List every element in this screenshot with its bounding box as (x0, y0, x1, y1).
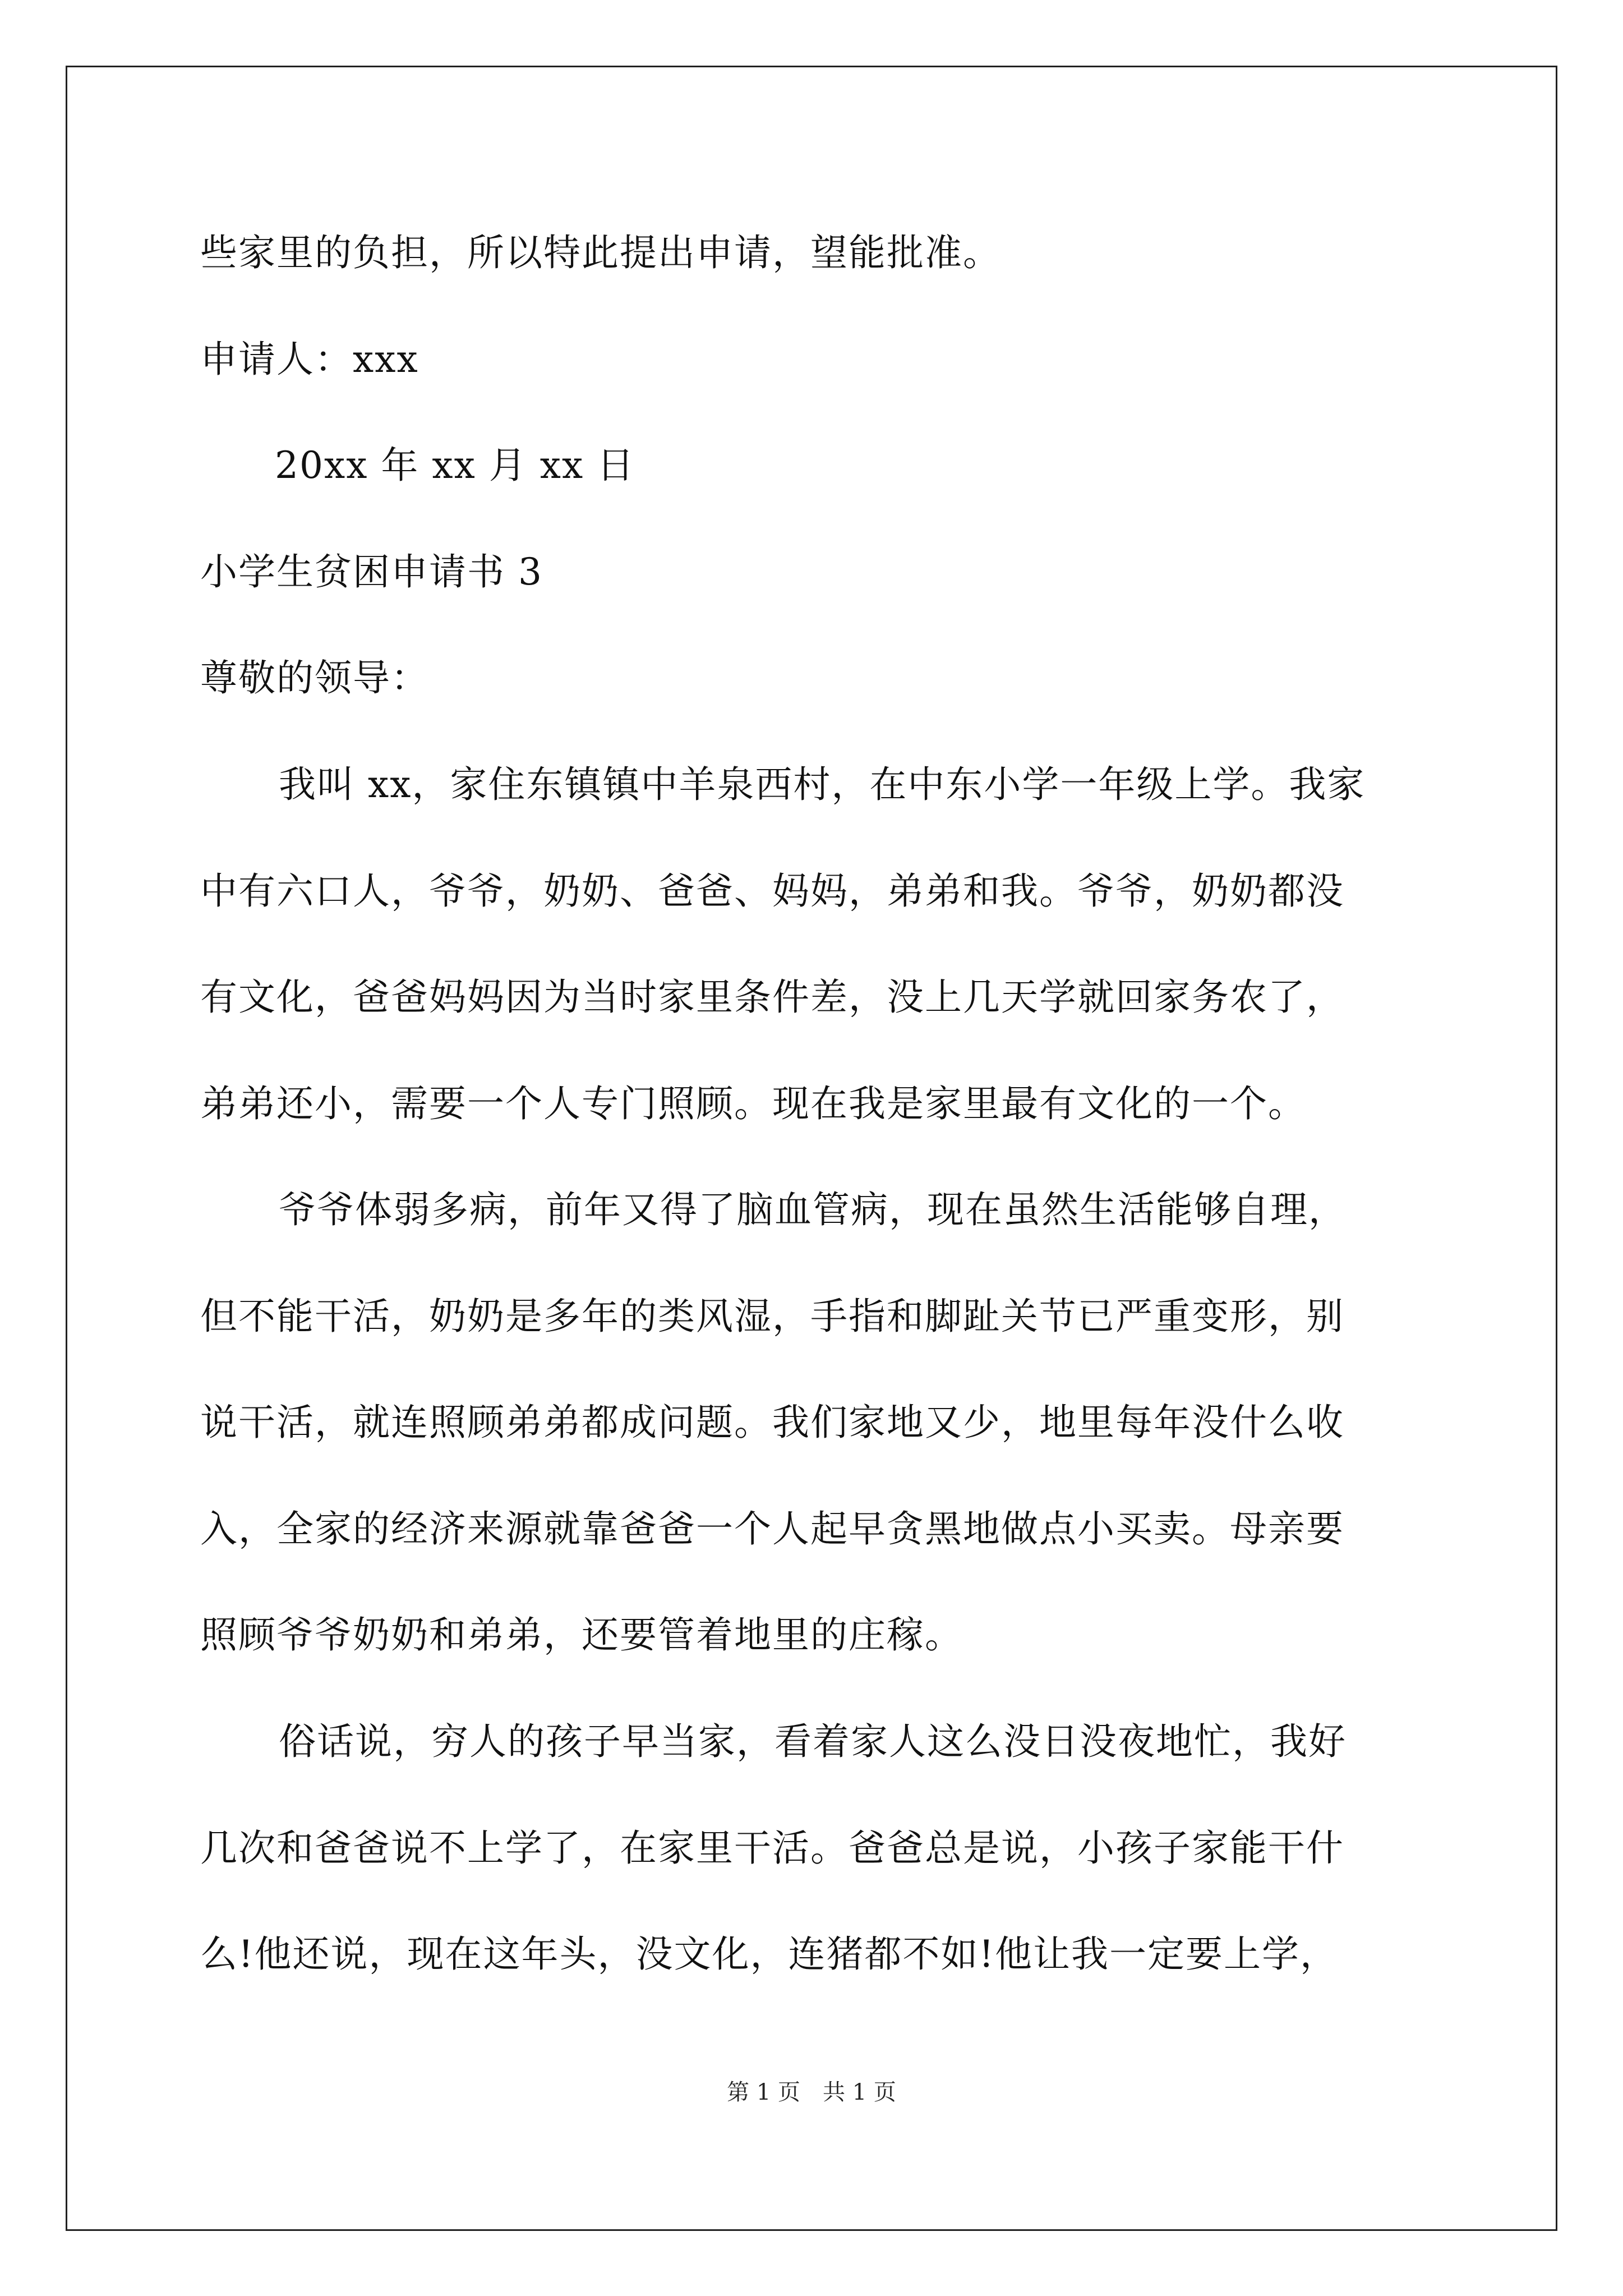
salutation: 尊敬的领导： (200, 656, 429, 700)
paragraph-1-line-2: 中有六口人，爷爷，奶奶、爸爸、妈妈，弟弟和我。爷爷，奶奶都没 (200, 869, 1344, 913)
page-footer: 第 1 页 共 1 页 (727, 2079, 896, 2105)
text-line-1: 些家里的负担，所以特此提出申请，望能批准。 (200, 231, 1001, 274)
date-line: 20xx 年 xx 月 xx 日 (275, 444, 635, 487)
paragraph-2-line-4: 入，全家的经济来源就靠爸爸一个人起早贪黑地做点小买卖。母亲要 (200, 1507, 1344, 1550)
section-title: 小学生贫困申请书 3 (200, 550, 543, 593)
paragraph-2-line-2: 但不能干活，奶奶是多年的类风湿，手指和脚趾关节已严重变形，别 (200, 1295, 1344, 1338)
paragraph-1-line-4: 弟弟还小，需要一个人专门照顾。现在我是家里最有文化的一个。 (200, 1082, 1306, 1125)
paragraph-2-line-1: 爷爷体弱多病，前年又得了脑血管病，现在虽然生活能够自理， (279, 1188, 1347, 1231)
paragraph-3-line-3: 么!他还说，现在这年头，没文化，连猪都不如!他让我一定要上学， (200, 1932, 1339, 1976)
paragraph-1-line-3: 有文化，爸爸妈妈因为当时家里条件差，没上几天学就回家务农了， (200, 976, 1344, 1019)
paragraph-2-line-5: 照顾爷爷奶奶和弟弟，还要管着地里的庄稼。 (200, 1613, 963, 1657)
page-border (66, 66, 1557, 2231)
paragraph-2-line-3: 说干活，就连照顾弟弟都成问题。我们家地又少，地里每年没什么收 (200, 1401, 1344, 1444)
paragraph-3-line-2: 几次和爸爸说不上学了，在家里干活。爸爸总是说，小孩子家能干什 (200, 1826, 1344, 1870)
applicant-line: 申请人：xxx (200, 338, 419, 381)
paragraph-1-line-1: 我叫 xx，家住东镇镇中羊泉西村，在中东小学一年级上学。我家 (279, 763, 1366, 806)
paragraph-3-line-1: 俗话说，穷人的孩子早当家，看着家人这么没日没夜地忙，我好 (279, 1720, 1347, 1763)
